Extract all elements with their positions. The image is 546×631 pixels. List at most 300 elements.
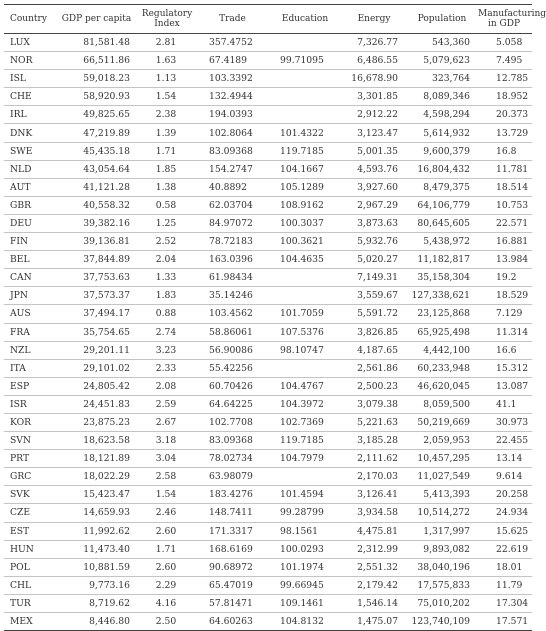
gdp-per-capita-cell: 15,423.47 bbox=[54, 486, 139, 504]
energy-cell: 5,932.76 bbox=[340, 233, 408, 251]
regulatory-index-cell: 0.58 bbox=[139, 196, 195, 214]
population-cell: 5,438,972 bbox=[408, 233, 476, 251]
country-cell: CHE bbox=[4, 88, 54, 106]
manufacturing-cell: 30.973 bbox=[476, 413, 532, 431]
energy-cell: 7,326.77 bbox=[340, 34, 408, 52]
table-row bbox=[4, 251, 532, 269]
education-cell: 100.3621 bbox=[270, 233, 340, 251]
regulatory-index-cell: 2.33 bbox=[139, 359, 195, 377]
trade-cell: 168.6169 bbox=[195, 540, 270, 558]
energy-cell: 4,475.81 bbox=[340, 522, 408, 540]
education-cell: 104.8132 bbox=[270, 613, 340, 631]
manufacturing-cell: 17.304 bbox=[476, 594, 532, 612]
manufacturing-cell: 7.495 bbox=[476, 52, 532, 70]
population-cell: 8,089,346 bbox=[408, 88, 476, 106]
population-cell: 10,514,272 bbox=[408, 504, 476, 522]
gdp-per-capita-cell: 29,101.02 bbox=[54, 359, 139, 377]
gdp-per-capita-cell: 37,753.63 bbox=[54, 269, 139, 287]
country-cell: CZE bbox=[4, 504, 54, 522]
country-cell: BEL bbox=[4, 251, 54, 269]
manufacturing-cell: 15.625 bbox=[476, 522, 532, 540]
manufacturing-cell: 10.753 bbox=[476, 196, 532, 214]
country-cell: NOR bbox=[4, 52, 54, 70]
energy-cell: 2,312.99 bbox=[340, 540, 408, 558]
education-cell bbox=[270, 269, 340, 287]
country-cell: DEU bbox=[4, 214, 54, 232]
gdp-per-capita-cell: 9,773.16 bbox=[54, 576, 139, 594]
regulatory-index-cell: 1.54 bbox=[139, 88, 195, 106]
trade-cell: 78.72183 bbox=[195, 233, 270, 251]
regulatory-index-cell: 1.71 bbox=[139, 142, 195, 160]
manufacturing-cell: 11.314 bbox=[476, 323, 532, 341]
population-cell: 23,125,868 bbox=[408, 305, 476, 323]
education-cell: 99.66945 bbox=[270, 576, 340, 594]
manufacturing-cell: 13.729 bbox=[476, 124, 532, 142]
trade-cell: 62.03704 bbox=[195, 196, 270, 214]
table-header bbox=[4, 5, 546, 34]
manufacturing-cell: 11.79 bbox=[476, 576, 532, 594]
country-cell: ITA bbox=[4, 359, 54, 377]
gdp-per-capita-cell: 23,875.23 bbox=[54, 413, 139, 431]
energy-cell: 2,111.62 bbox=[340, 450, 408, 468]
population-cell: 5,614,932 bbox=[408, 124, 476, 142]
gdp-per-capita-cell: 45,435.18 bbox=[54, 142, 139, 160]
trade-cell: 90.68972 bbox=[195, 558, 270, 576]
table-row bbox=[4, 468, 532, 486]
population-cell: 127,338,621 bbox=[408, 287, 476, 305]
population-cell: 543,360 bbox=[408, 34, 476, 52]
country-cell: SVN bbox=[4, 432, 54, 450]
manufacturing-cell: 18.529 bbox=[476, 287, 532, 305]
manufacturing-cell: 16.8 bbox=[476, 142, 532, 160]
regulatory-index-cell: 2.50 bbox=[139, 613, 195, 631]
country-cell: LUX bbox=[4, 34, 54, 52]
education-cell: 104.4635 bbox=[270, 251, 340, 269]
table-row bbox=[4, 323, 532, 341]
population-cell: 35,158,304 bbox=[408, 269, 476, 287]
regulatory-index-cell: 1.39 bbox=[139, 124, 195, 142]
trade-cell: 102.7708 bbox=[195, 413, 270, 431]
country-cell: GBR bbox=[4, 196, 54, 214]
country-cell: POL bbox=[4, 558, 54, 576]
column-header-gdp-per-capita: GDP per capita bbox=[54, 5, 139, 34]
population-cell: 11,182,817 bbox=[408, 251, 476, 269]
regulatory-index-cell: 3.18 bbox=[139, 432, 195, 450]
trade-cell: 103.4562 bbox=[195, 305, 270, 323]
education-cell: 105.1289 bbox=[270, 178, 340, 196]
education-cell: 104.3972 bbox=[270, 395, 340, 413]
population-cell: 46,620,045 bbox=[408, 377, 476, 395]
table-row bbox=[4, 450, 532, 468]
gdp-per-capita-cell: 10,881.59 bbox=[54, 558, 139, 576]
education-cell bbox=[270, 359, 340, 377]
regulatory-index-cell: 2.46 bbox=[139, 504, 195, 522]
table-row bbox=[4, 34, 532, 52]
population-cell: 4,598,294 bbox=[408, 106, 476, 124]
trade-cell: 63.98079 bbox=[195, 468, 270, 486]
manufacturing-cell: 5.058 bbox=[476, 34, 532, 52]
column-header-manufacturing: Manufacturing in GDP bbox=[476, 5, 532, 34]
regulatory-index-cell: 3.04 bbox=[139, 450, 195, 468]
table-row bbox=[4, 395, 532, 413]
energy-cell: 2,561.86 bbox=[340, 359, 408, 377]
manufacturing-cell: 13.14 bbox=[476, 450, 532, 468]
trade-cell: 148.7411 bbox=[195, 504, 270, 522]
energy-cell: 3,079.38 bbox=[340, 395, 408, 413]
trade-cell: 84.97072 bbox=[195, 214, 270, 232]
population-cell: 80,645,605 bbox=[408, 214, 476, 232]
table-row bbox=[4, 540, 532, 558]
table-row bbox=[4, 88, 532, 106]
energy-cell: 4,187.65 bbox=[340, 341, 408, 359]
education-cell: 101.1974 bbox=[270, 558, 340, 576]
table-row bbox=[4, 160, 532, 178]
population-cell: 10,457,295 bbox=[408, 450, 476, 468]
energy-cell: 3,927.60 bbox=[340, 178, 408, 196]
gdp-per-capita-cell: 18,121.89 bbox=[54, 450, 139, 468]
table-row bbox=[4, 594, 532, 612]
population-cell: 65,925,498 bbox=[408, 323, 476, 341]
table-row bbox=[4, 196, 532, 214]
country-cell: DNK bbox=[4, 124, 54, 142]
table-row bbox=[4, 359, 532, 377]
energy-cell: 3,123.47 bbox=[340, 124, 408, 142]
population-cell: 123,740,109 bbox=[408, 613, 476, 631]
table-row bbox=[4, 305, 532, 323]
country-cell: GRC bbox=[4, 468, 54, 486]
column-header-energy: Energy bbox=[340, 5, 408, 34]
population-cell: 11,027,549 bbox=[408, 468, 476, 486]
manufacturing-cell: 18.952 bbox=[476, 88, 532, 106]
country-cell: CHL bbox=[4, 576, 54, 594]
gdp-per-capita-cell: 37,573.37 bbox=[54, 287, 139, 305]
regulatory-index-cell: 1.54 bbox=[139, 486, 195, 504]
regulatory-index-cell: 2.60 bbox=[139, 522, 195, 540]
regulatory-index-cell: 1.33 bbox=[139, 269, 195, 287]
country-cell: KOR bbox=[4, 413, 54, 431]
energy-cell: 2,500.23 bbox=[340, 377, 408, 395]
country-cell: MEX bbox=[4, 613, 54, 631]
trade-cell: 57.81471 bbox=[195, 594, 270, 612]
manufacturing-cell: 22.619 bbox=[476, 540, 532, 558]
population-cell: 4,442,100 bbox=[408, 341, 476, 359]
regulatory-index-cell: 1.71 bbox=[139, 540, 195, 558]
regulatory-index-cell: 2.04 bbox=[139, 251, 195, 269]
population-cell: 8,479,375 bbox=[408, 178, 476, 196]
energy-cell: 3,826.85 bbox=[340, 323, 408, 341]
regulatory-index-cell: 2.81 bbox=[139, 34, 195, 52]
trade-cell: 65.47019 bbox=[195, 576, 270, 594]
table-row bbox=[4, 70, 532, 88]
gdp-per-capita-cell: 59,018.23 bbox=[54, 70, 139, 88]
gdp-per-capita-cell: 58,920.93 bbox=[54, 88, 139, 106]
education-cell: 101.4322 bbox=[270, 124, 340, 142]
gdp-per-capita-cell: 40,558.32 bbox=[54, 196, 139, 214]
trade-cell: 60.70426 bbox=[195, 377, 270, 395]
population-cell: 75,010,202 bbox=[408, 594, 476, 612]
gdp-per-capita-cell: 14,659.93 bbox=[54, 504, 139, 522]
country-cell: AUS bbox=[4, 305, 54, 323]
table-row bbox=[4, 269, 532, 287]
country-cell: ESP bbox=[4, 377, 54, 395]
table-row bbox=[4, 576, 532, 594]
population-cell: 60,233,948 bbox=[408, 359, 476, 377]
education-cell bbox=[270, 287, 340, 305]
education-cell bbox=[270, 468, 340, 486]
education-cell bbox=[270, 106, 340, 124]
table-row bbox=[4, 233, 532, 251]
regulatory-index-cell: 2.29 bbox=[139, 576, 195, 594]
trade-cell: 40.8892 bbox=[195, 178, 270, 196]
manufacturing-cell: 15.312 bbox=[476, 359, 532, 377]
manufacturing-cell: 16.881 bbox=[476, 233, 532, 251]
table-row bbox=[4, 558, 532, 576]
manufacturing-cell: 11.781 bbox=[476, 160, 532, 178]
education-cell: 98.10747 bbox=[270, 341, 340, 359]
trade-cell: 83.09368 bbox=[195, 432, 270, 450]
regulatory-index-cell: 2.58 bbox=[139, 468, 195, 486]
energy-cell: 6,486.55 bbox=[340, 52, 408, 70]
regulatory-index-cell: 1.38 bbox=[139, 178, 195, 196]
trade-cell: 194.0393 bbox=[195, 106, 270, 124]
gdp-per-capita-cell: 29,201.11 bbox=[54, 341, 139, 359]
country-cell: IRL bbox=[4, 106, 54, 124]
manufacturing-cell: 13.087 bbox=[476, 377, 532, 395]
population-cell: 8,059,500 bbox=[408, 395, 476, 413]
education-cell: 104.4767 bbox=[270, 377, 340, 395]
regulatory-index-cell: 2.08 bbox=[139, 377, 195, 395]
manufacturing-cell: 16.6 bbox=[476, 341, 532, 359]
manufacturing-cell: 18.01 bbox=[476, 558, 532, 576]
gdp-per-capita-cell: 41,121.28 bbox=[54, 178, 139, 196]
population-cell: 1,317,997 bbox=[408, 522, 476, 540]
regulatory-index-cell: 1.63 bbox=[139, 52, 195, 70]
trade-cell: 67.4189 bbox=[195, 52, 270, 70]
education-cell: 100.3037 bbox=[270, 214, 340, 232]
trade-cell: 35.14246 bbox=[195, 287, 270, 305]
table-row bbox=[4, 486, 532, 504]
manufacturing-cell: 9.614 bbox=[476, 468, 532, 486]
education-cell: 119.7185 bbox=[270, 432, 340, 450]
energy-cell: 2,551.32 bbox=[340, 558, 408, 576]
energy-cell: 3,873.63 bbox=[340, 214, 408, 232]
country-cell: NZL bbox=[4, 341, 54, 359]
table-body bbox=[4, 34, 532, 631]
gdp-per-capita-cell: 37,494.17 bbox=[54, 305, 139, 323]
education-cell: 101.7059 bbox=[270, 305, 340, 323]
education-cell: 102.7369 bbox=[270, 413, 340, 431]
energy-cell: 2,967.29 bbox=[340, 196, 408, 214]
manufacturing-cell: 13.984 bbox=[476, 251, 532, 269]
population-cell: 16,804,432 bbox=[408, 160, 476, 178]
education-cell: 119.7185 bbox=[270, 142, 340, 160]
gdp-per-capita-cell: 81,581.48 bbox=[54, 34, 139, 52]
energy-cell: 1,546.14 bbox=[340, 594, 408, 612]
manufacturing-cell: 22.455 bbox=[476, 432, 532, 450]
country-cell: HUN bbox=[4, 540, 54, 558]
energy-cell: 4,593.76 bbox=[340, 160, 408, 178]
column-header-regulatory-index: Regulatory Index bbox=[139, 5, 195, 34]
gdp-per-capita-cell: 11,473.40 bbox=[54, 540, 139, 558]
table-row bbox=[4, 178, 532, 196]
education-cell bbox=[270, 70, 340, 88]
country-cell: ISR bbox=[4, 395, 54, 413]
energy-cell: 16,678.90 bbox=[340, 70, 408, 88]
population-cell: 38,040,196 bbox=[408, 558, 476, 576]
regulatory-index-cell: 2.67 bbox=[139, 413, 195, 431]
population-cell: 9,600,379 bbox=[408, 142, 476, 160]
energy-cell: 5,001.35 bbox=[340, 142, 408, 160]
education-cell: 98.1561 bbox=[270, 522, 340, 540]
country-cell: SVK bbox=[4, 486, 54, 504]
regulatory-index-cell: 2.59 bbox=[139, 395, 195, 413]
population-cell: 5,079,623 bbox=[408, 52, 476, 70]
education-cell: 100.0293 bbox=[270, 540, 340, 558]
population-cell: 323,764 bbox=[408, 70, 476, 88]
gdp-per-capita-cell: 18,022.29 bbox=[54, 468, 139, 486]
population-cell: 17,575,833 bbox=[408, 576, 476, 594]
trade-cell: 183.4276 bbox=[195, 486, 270, 504]
regulatory-index-cell: 3.23 bbox=[139, 341, 195, 359]
data-table bbox=[4, 4, 546, 631]
trade-cell: 64.60263 bbox=[195, 613, 270, 631]
manufacturing-cell: 12.785 bbox=[476, 70, 532, 88]
regulatory-index-cell: 1.85 bbox=[139, 160, 195, 178]
trade-cell: 78.02734 bbox=[195, 450, 270, 468]
trade-cell: 132.4944 bbox=[195, 88, 270, 106]
population-cell: 50,219,669 bbox=[408, 413, 476, 431]
manufacturing-cell: 41.1 bbox=[476, 395, 532, 413]
country-cell: JPN bbox=[4, 287, 54, 305]
country-cell: EST bbox=[4, 522, 54, 540]
table-row bbox=[4, 52, 532, 70]
table-row bbox=[4, 124, 532, 142]
table-row bbox=[4, 432, 532, 450]
population-cell: 2,059,953 bbox=[408, 432, 476, 450]
manufacturing-cell: 17.571 bbox=[476, 613, 532, 631]
trade-cell: 61.98434 bbox=[195, 269, 270, 287]
trade-cell: 163.0396 bbox=[195, 251, 270, 269]
education-cell: 109.1461 bbox=[270, 594, 340, 612]
energy-cell: 2,179.42 bbox=[340, 576, 408, 594]
country-cell: CAN bbox=[4, 269, 54, 287]
education-cell: 99.71095 bbox=[270, 52, 340, 70]
trade-cell: 102.8064 bbox=[195, 124, 270, 142]
trade-cell: 83.09368 bbox=[195, 142, 270, 160]
column-header-education: Education bbox=[270, 5, 340, 34]
gdp-per-capita-cell: 8,446.80 bbox=[54, 613, 139, 631]
table-row bbox=[4, 106, 532, 124]
gdp-per-capita-cell: 18,623.58 bbox=[54, 432, 139, 450]
country-cell: AUT bbox=[4, 178, 54, 196]
trade-cell: 56.90086 bbox=[195, 341, 270, 359]
table-row bbox=[4, 504, 532, 522]
country-cell: TUR bbox=[4, 594, 54, 612]
column-header-population: Population bbox=[408, 5, 476, 34]
regulatory-index-cell: 4.16 bbox=[139, 594, 195, 612]
trade-cell: 58.86061 bbox=[195, 323, 270, 341]
country-cell: FRA bbox=[4, 323, 54, 341]
trade-cell: 171.3317 bbox=[195, 522, 270, 540]
energy-cell: 5,591.72 bbox=[340, 305, 408, 323]
regulatory-index-cell: 2.52 bbox=[139, 233, 195, 251]
education-cell: 99.28799 bbox=[270, 504, 340, 522]
manufacturing-cell: 20.258 bbox=[476, 486, 532, 504]
regulatory-index-cell: 0.88 bbox=[139, 305, 195, 323]
regulatory-index-cell: 2.38 bbox=[139, 106, 195, 124]
column-header-country: Country bbox=[4, 5, 54, 34]
gdp-per-capita-cell: 39,382.16 bbox=[54, 214, 139, 232]
energy-cell: 3,126.41 bbox=[340, 486, 408, 504]
table-row bbox=[4, 142, 532, 160]
gdp-per-capita-cell: 35,754.65 bbox=[54, 323, 139, 341]
energy-cell: 5,221.63 bbox=[340, 413, 408, 431]
regulatory-index-cell: 2.74 bbox=[139, 323, 195, 341]
table-row bbox=[4, 287, 532, 305]
education-cell: 108.9162 bbox=[270, 196, 340, 214]
energy-cell: 3,185.28 bbox=[340, 432, 408, 450]
table-row bbox=[4, 413, 532, 431]
education-cell: 104.7979 bbox=[270, 450, 340, 468]
population-cell: 9,893,082 bbox=[408, 540, 476, 558]
regulatory-index-cell: 2.60 bbox=[139, 558, 195, 576]
education-cell: 101.4594 bbox=[270, 486, 340, 504]
regulatory-index-cell: 1.13 bbox=[139, 70, 195, 88]
table-row bbox=[4, 341, 532, 359]
trade-cell: 55.42256 bbox=[195, 359, 270, 377]
gdp-per-capita-cell: 39,136.81 bbox=[54, 233, 139, 251]
table-row bbox=[4, 522, 532, 540]
trade-cell: 64.64225 bbox=[195, 395, 270, 413]
gdp-per-capita-cell: 66,511.86 bbox=[54, 52, 139, 70]
table-row bbox=[4, 214, 532, 232]
manufacturing-cell: 19.2 bbox=[476, 269, 532, 287]
education-cell bbox=[270, 88, 340, 106]
trade-cell: 154.2747 bbox=[195, 160, 270, 178]
country-cell: FIN bbox=[4, 233, 54, 251]
education-cell: 107.5376 bbox=[270, 323, 340, 341]
education-cell bbox=[270, 34, 340, 52]
gdp-per-capita-cell: 49,825.65 bbox=[54, 106, 139, 124]
regulatory-index-cell: 1.25 bbox=[139, 214, 195, 232]
manufacturing-cell: 22.571 bbox=[476, 214, 532, 232]
energy-cell: 1,475.07 bbox=[340, 613, 408, 631]
gdp-per-capita-cell: 8,719.62 bbox=[54, 594, 139, 612]
header-row bbox=[4, 5, 532, 34]
population-cell: 5,413,393 bbox=[408, 486, 476, 504]
energy-cell: 7,149.31 bbox=[340, 269, 408, 287]
trade-cell: 357.4752 bbox=[195, 34, 270, 52]
energy-cell: 3,934.58 bbox=[340, 504, 408, 522]
table-row bbox=[4, 377, 532, 395]
energy-cell: 2,912.22 bbox=[340, 106, 408, 124]
gdp-per-capita-cell: 47,219.89 bbox=[54, 124, 139, 142]
gdp-per-capita-cell: 11,992.62 bbox=[54, 522, 139, 540]
gdp-per-capita-cell: 24,451.83 bbox=[54, 395, 139, 413]
gdp-per-capita-cell: 43,054.64 bbox=[54, 160, 139, 178]
table-row bbox=[4, 613, 532, 631]
education-cell: 104.1667 bbox=[270, 160, 340, 178]
country-cell: PRT bbox=[4, 450, 54, 468]
trade-cell: 103.3392 bbox=[195, 70, 270, 88]
gdp-per-capita-cell: 37,844.89 bbox=[54, 251, 139, 269]
energy-cell: 3,559.67 bbox=[340, 287, 408, 305]
energy-cell: 3,301.85 bbox=[340, 88, 408, 106]
column-header-trade: Trade bbox=[195, 5, 270, 34]
manufacturing-cell: 18.514 bbox=[476, 178, 532, 196]
manufacturing-cell: 24.934 bbox=[476, 504, 532, 522]
energy-cell: 2,170.03 bbox=[340, 468, 408, 486]
